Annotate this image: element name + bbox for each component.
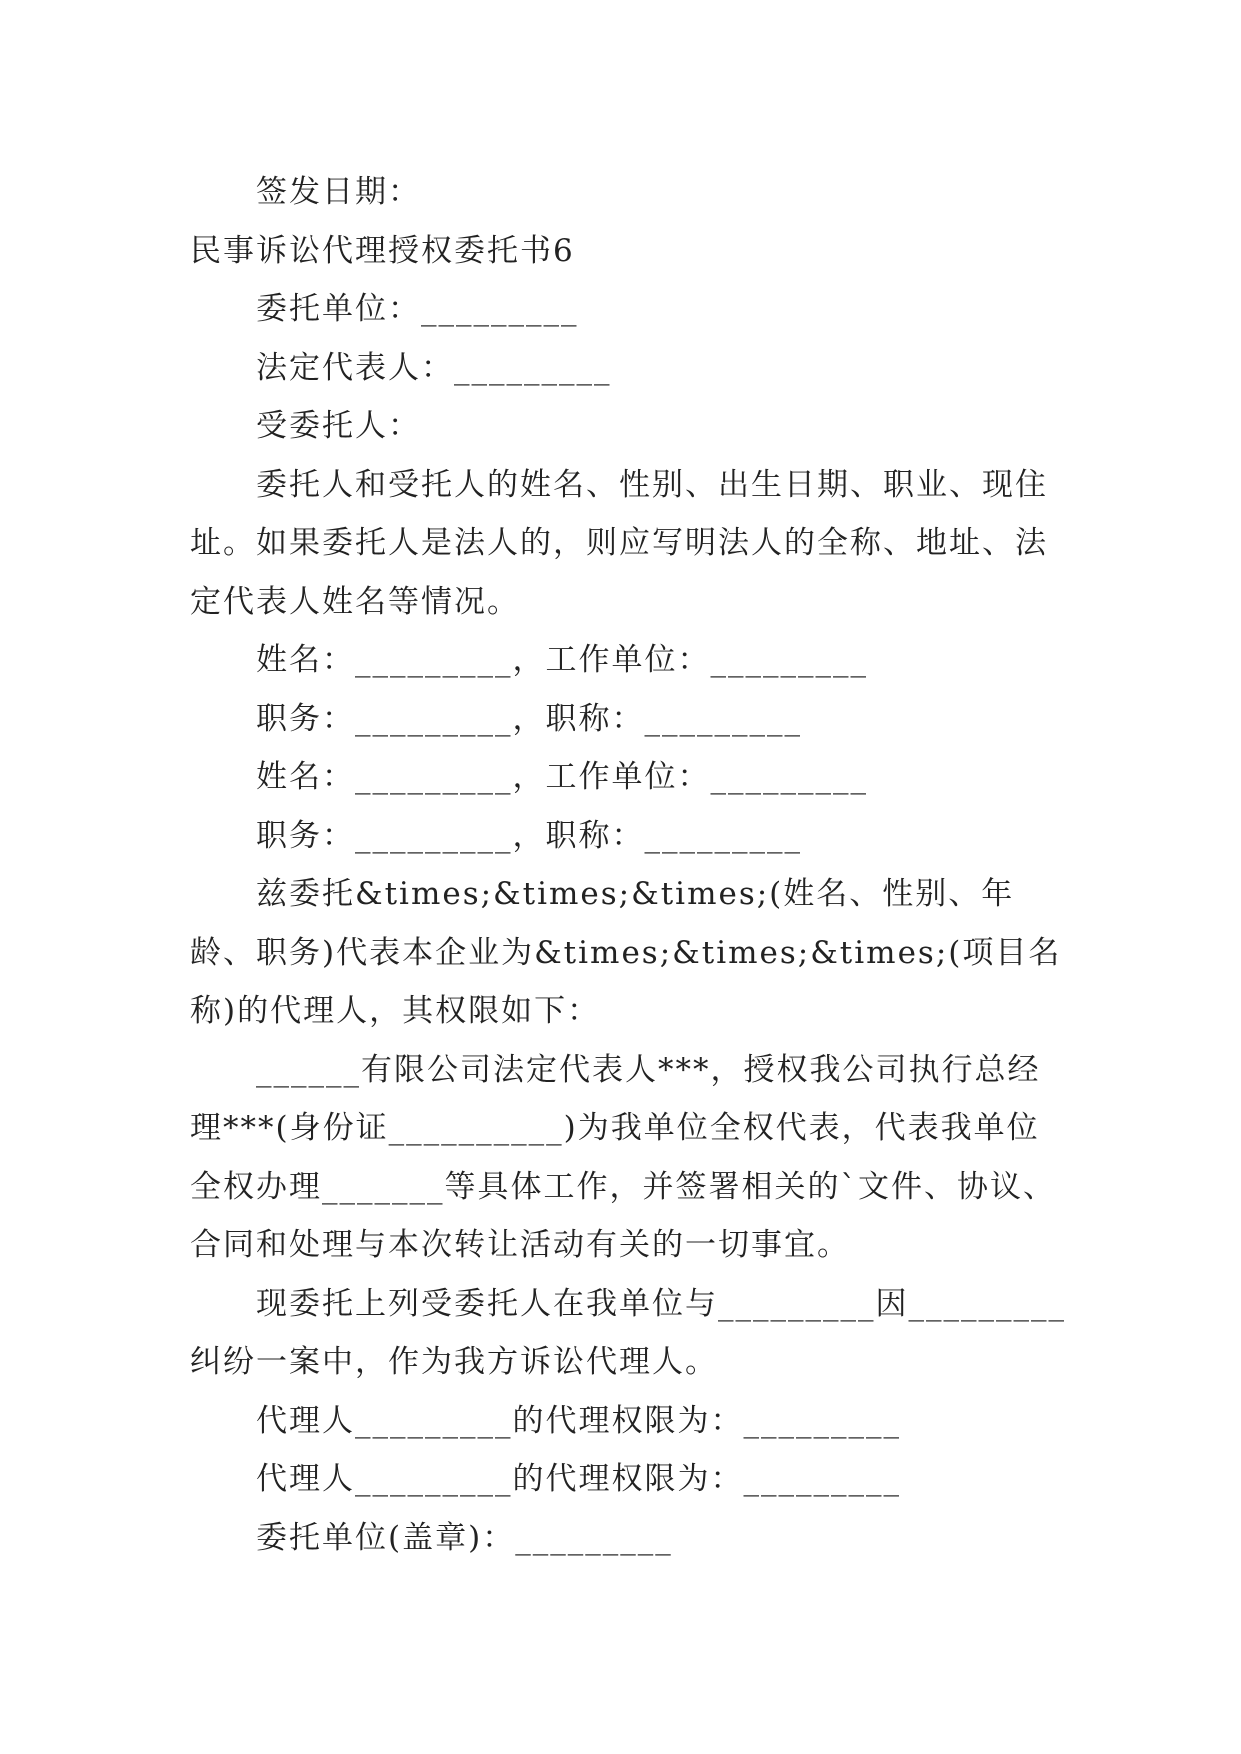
litigation-agent-paragraph: 现委托上列受委托人在我单位与_________因_________纠纷一案中，作为我方诉讼代理人。 (190, 1285, 1066, 1380)
document-body (190, 163, 1070, 1567)
legal-representative-line: 法定代表人：_________ (256, 349, 612, 386)
agent-2-authority-line: 代理人_________的代理权限为：_________ (256, 1461, 901, 1497)
agent-1-position-line: 职务：_________，职称：_________ (256, 700, 802, 737)
agent-1-name-line: 姓名：_________，工作单位：_________ (256, 642, 868, 678)
agent-2-position-line: 职务：_________，职称：_________ (256, 817, 802, 854)
agent-1-authority-line: 代理人_________的代理权限为：_________ (256, 1402, 901, 1439)
company-authorization-paragraph: ______有限公司法定代表人***，授权我公司执行总经理***(身份证__________)为我单位全权代表，代表我单位全权办理_______等具体工作，并签署相关的`文件、协议、合同和处理与本次转让活动有关的一切事宜。 (190, 1051, 1056, 1263)
seal-line: 委托单位(盖章)：_________ (256, 1519, 673, 1556)
issue-date-line: 签发日期： (256, 174, 421, 210)
document-title: 民事诉讼代理授权委托书6 (190, 232, 575, 269)
entrusting-unit-line: 委托单位：_________ (256, 291, 579, 327)
entrustee-line: 受委托人： (256, 408, 421, 444)
agent-2-name-line: 姓名：_________，工作单位：_________ (256, 759, 868, 795)
parties-description-paragraph: 委托人和受托人的姓名、性别、出生日期、职业、现住址。如果委托人是法人的，则应写明法人的全称、地址、法定代表人姓名等情况。 (190, 466, 1048, 620)
authorization-paragraph: 兹委托&times;&times;&times;(姓名、性别、年龄、职务)代表本企业为&times;&times;&times;(项目名称)的代理人，其权限如下： (190, 876, 1062, 1029)
